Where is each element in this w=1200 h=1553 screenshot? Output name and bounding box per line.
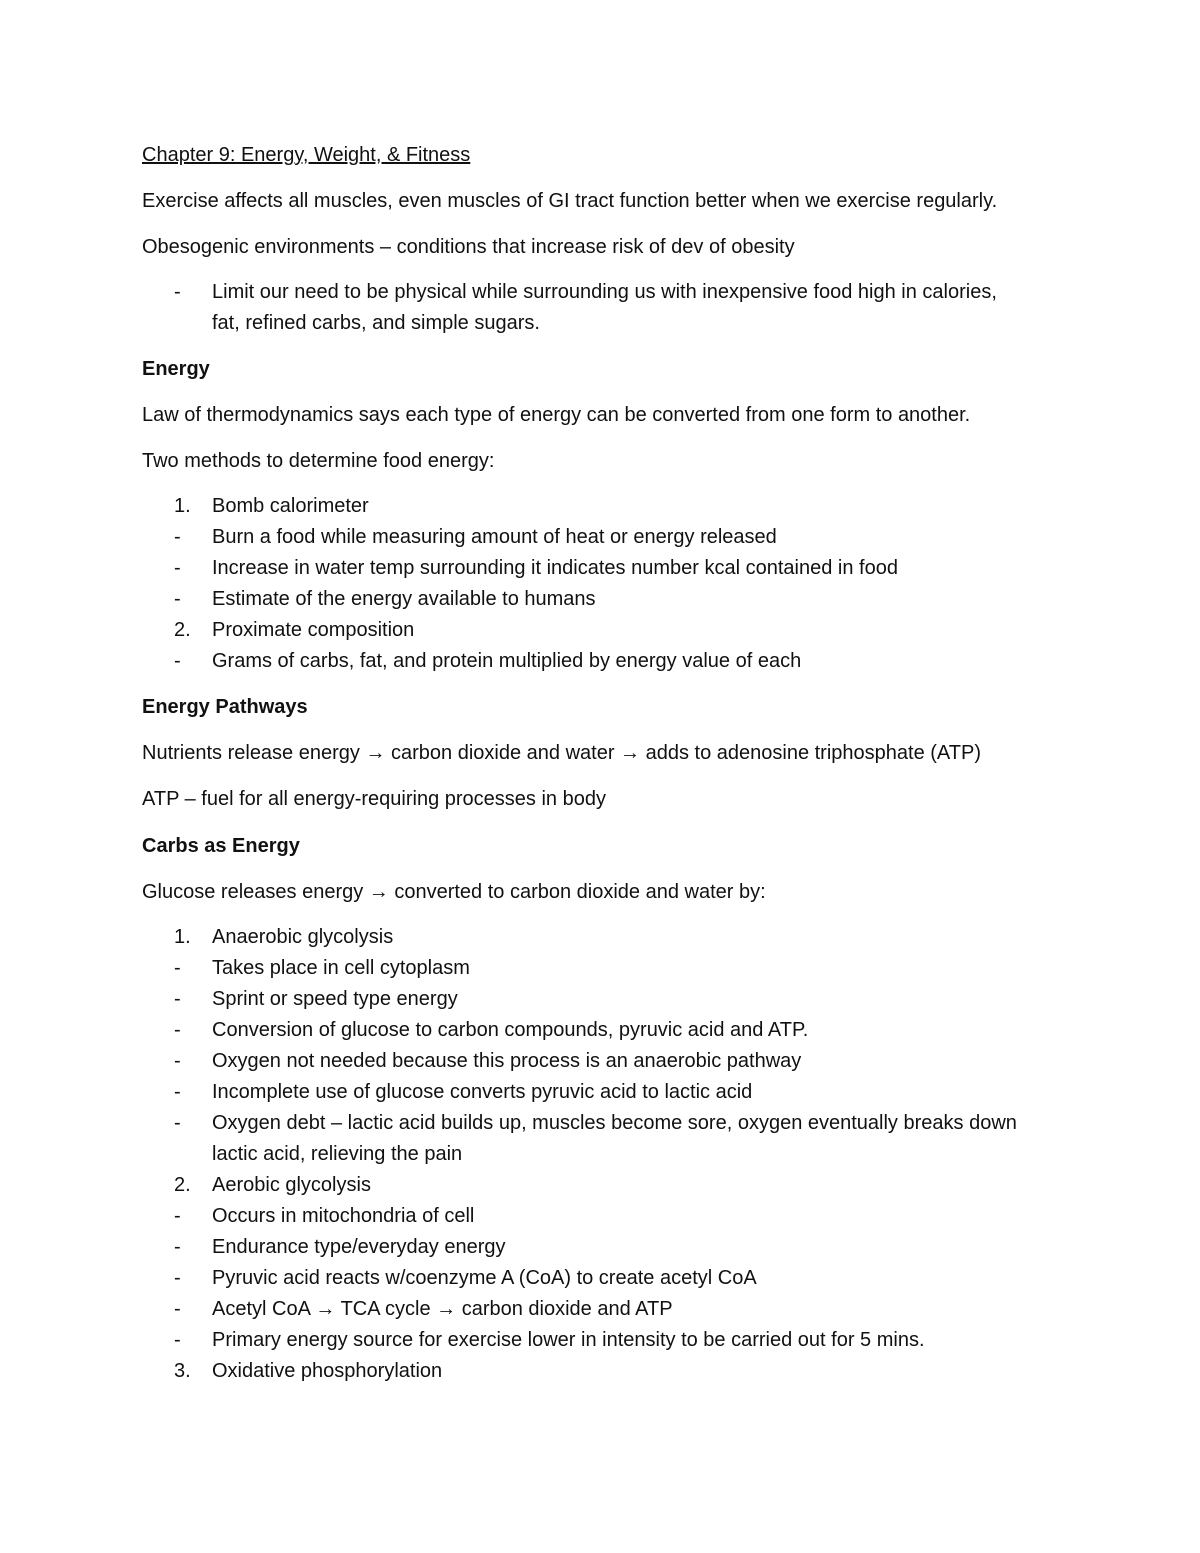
bullet-dash: - xyxy=(174,1081,181,1103)
bullet-dash: - xyxy=(174,1267,181,1289)
bullet-list-item xyxy=(142,984,1072,1015)
list-item-text: Grams of carbs, fat, and protein multiplied by energy value of each xyxy=(212,650,802,672)
bullet-dash: - xyxy=(174,1112,181,1134)
numbered-list-item xyxy=(142,491,1072,522)
bullet-dash: - xyxy=(174,1329,181,1351)
list-item-text: Proximate composition xyxy=(212,619,415,641)
list-obesogenic xyxy=(142,277,1072,339)
list-item-text: Primary energy source for exercise lower in intensity to be carried out for 5 mins. xyxy=(212,1329,925,1351)
bullet-dash: - xyxy=(174,1236,181,1258)
paragraph-two-methods: Two methods to determine food energy: xyxy=(142,450,495,472)
numbered-list-item xyxy=(142,1170,1072,1201)
document-page xyxy=(142,140,1072,1402)
bullet-list-item xyxy=(142,522,1072,553)
paragraph-glucose-releases: Glucose releases energy → converted to carbon dioxide and water by: xyxy=(142,881,766,903)
list-item-text: Endurance type/everyday energy xyxy=(212,1236,506,1258)
bullet-list-item xyxy=(142,553,1072,584)
list-number: 2. xyxy=(174,619,191,641)
list-glucose-pathways xyxy=(142,922,1072,1387)
list-item-text: Sprint or speed type energy xyxy=(212,988,458,1010)
paragraph-thermodynamics: Law of thermodynamics says each type of energy can be converted from one form to another. xyxy=(142,404,971,426)
list-item-text: Aerobic glycolysis xyxy=(212,1174,371,1196)
bullet-dash: - xyxy=(174,557,181,579)
bullet-list-item xyxy=(142,1294,1072,1325)
list-number: 1. xyxy=(174,495,191,517)
paragraph-atp: ATP – fuel for all energy-requiring processes in body xyxy=(142,788,606,810)
list-item-text: Oxidative phosphorylation xyxy=(212,1360,443,1382)
list-item-text: Acetyl CoA → TCA cycle → carbon dioxide and ATP xyxy=(212,1298,673,1320)
list-item-text: Increase in water temp surrounding it indicates number kcal contained in food xyxy=(212,557,898,579)
bullet-dash: - xyxy=(174,1298,181,1320)
bullet-dash: - xyxy=(174,1205,181,1227)
bullet-dash: - xyxy=(174,988,181,1010)
bullet-dash: - xyxy=(174,1050,181,1072)
paragraph-nutrients-release: Nutrients release energy → carbon dioxide and water → adds to adenosine triphosphate (ATP) xyxy=(142,742,981,764)
list-number: 2. xyxy=(174,1174,191,1196)
bullet-list-item xyxy=(142,1046,1072,1077)
bullet-list-item xyxy=(142,1015,1072,1046)
numbered-list-item xyxy=(142,615,1072,646)
list-item-text: Limit our need to be physical while surrounding us with inexpensive food high in calories, fat, refined carbs, and simple sugars. xyxy=(212,281,997,334)
bullet-list-item xyxy=(142,646,1072,677)
list-number: 3. xyxy=(174,1360,191,1382)
heading-energy-pathways: Energy Pathways xyxy=(142,696,308,718)
numbered-list-item xyxy=(142,1356,1072,1387)
list-item-text: Takes place in cell cytoplasm xyxy=(212,957,470,979)
paragraph-exercise: Exercise affects all muscles, even muscles of GI tract function better when we exercise regularly. xyxy=(142,190,998,212)
chapter-title: Chapter 9: Energy, Weight, & Fitness xyxy=(142,144,471,166)
bullet-list-item xyxy=(142,277,1072,339)
list-item-text: Occurs in mitochondria of cell xyxy=(212,1205,475,1227)
heading-carbs-as-energy: Carbs as Energy xyxy=(142,835,300,857)
bullet-list-item xyxy=(142,1108,1072,1170)
bullet-list-item xyxy=(142,1201,1072,1232)
list-item-text: Pyruvic acid reacts w/coenzyme A (CoA) to create acetyl CoA xyxy=(212,1267,757,1289)
bullet-dash: - xyxy=(174,281,181,303)
heading-energy: Energy xyxy=(142,358,210,380)
bullet-list-item xyxy=(142,953,1072,984)
list-item-text: Conversion of glucose to carbon compounds, pyruvic acid and ATP. xyxy=(212,1019,809,1041)
bullet-list-item xyxy=(142,1325,1072,1356)
bullet-dash: - xyxy=(174,650,181,672)
list-food-energy-methods xyxy=(142,491,1072,677)
bullet-dash: - xyxy=(174,588,181,610)
bullet-list-item xyxy=(142,1232,1072,1263)
list-item-text: Burn a food while measuring amount of heat or energy released xyxy=(212,526,777,548)
list-item-text: Oxygen debt – lactic acid builds up, muscles become sore, oxygen eventually breaks down lactic acid, relieving the pain xyxy=(212,1112,1017,1165)
list-number: 1. xyxy=(174,926,191,948)
list-item-text: Incomplete use of glucose converts pyruvic acid to lactic acid xyxy=(212,1081,753,1103)
bullet-list-item xyxy=(142,584,1072,615)
bullet-dash: - xyxy=(174,526,181,548)
bullet-list-item xyxy=(142,1077,1072,1108)
list-item-text: Estimate of the energy available to humans xyxy=(212,588,596,610)
list-item-text: Anaerobic glycolysis xyxy=(212,926,394,948)
paragraph-obesogenic: Obesogenic environments – conditions that increase risk of dev of obesity xyxy=(142,236,795,258)
list-item-text: Oxygen not needed because this process is an anaerobic pathway xyxy=(212,1050,802,1072)
list-item-text: Bomb calorimeter xyxy=(212,495,369,517)
bullet-dash: - xyxy=(174,957,181,979)
bullet-list-item xyxy=(142,1263,1072,1294)
bullet-dash: - xyxy=(174,1019,181,1041)
numbered-list-item xyxy=(142,922,1072,953)
